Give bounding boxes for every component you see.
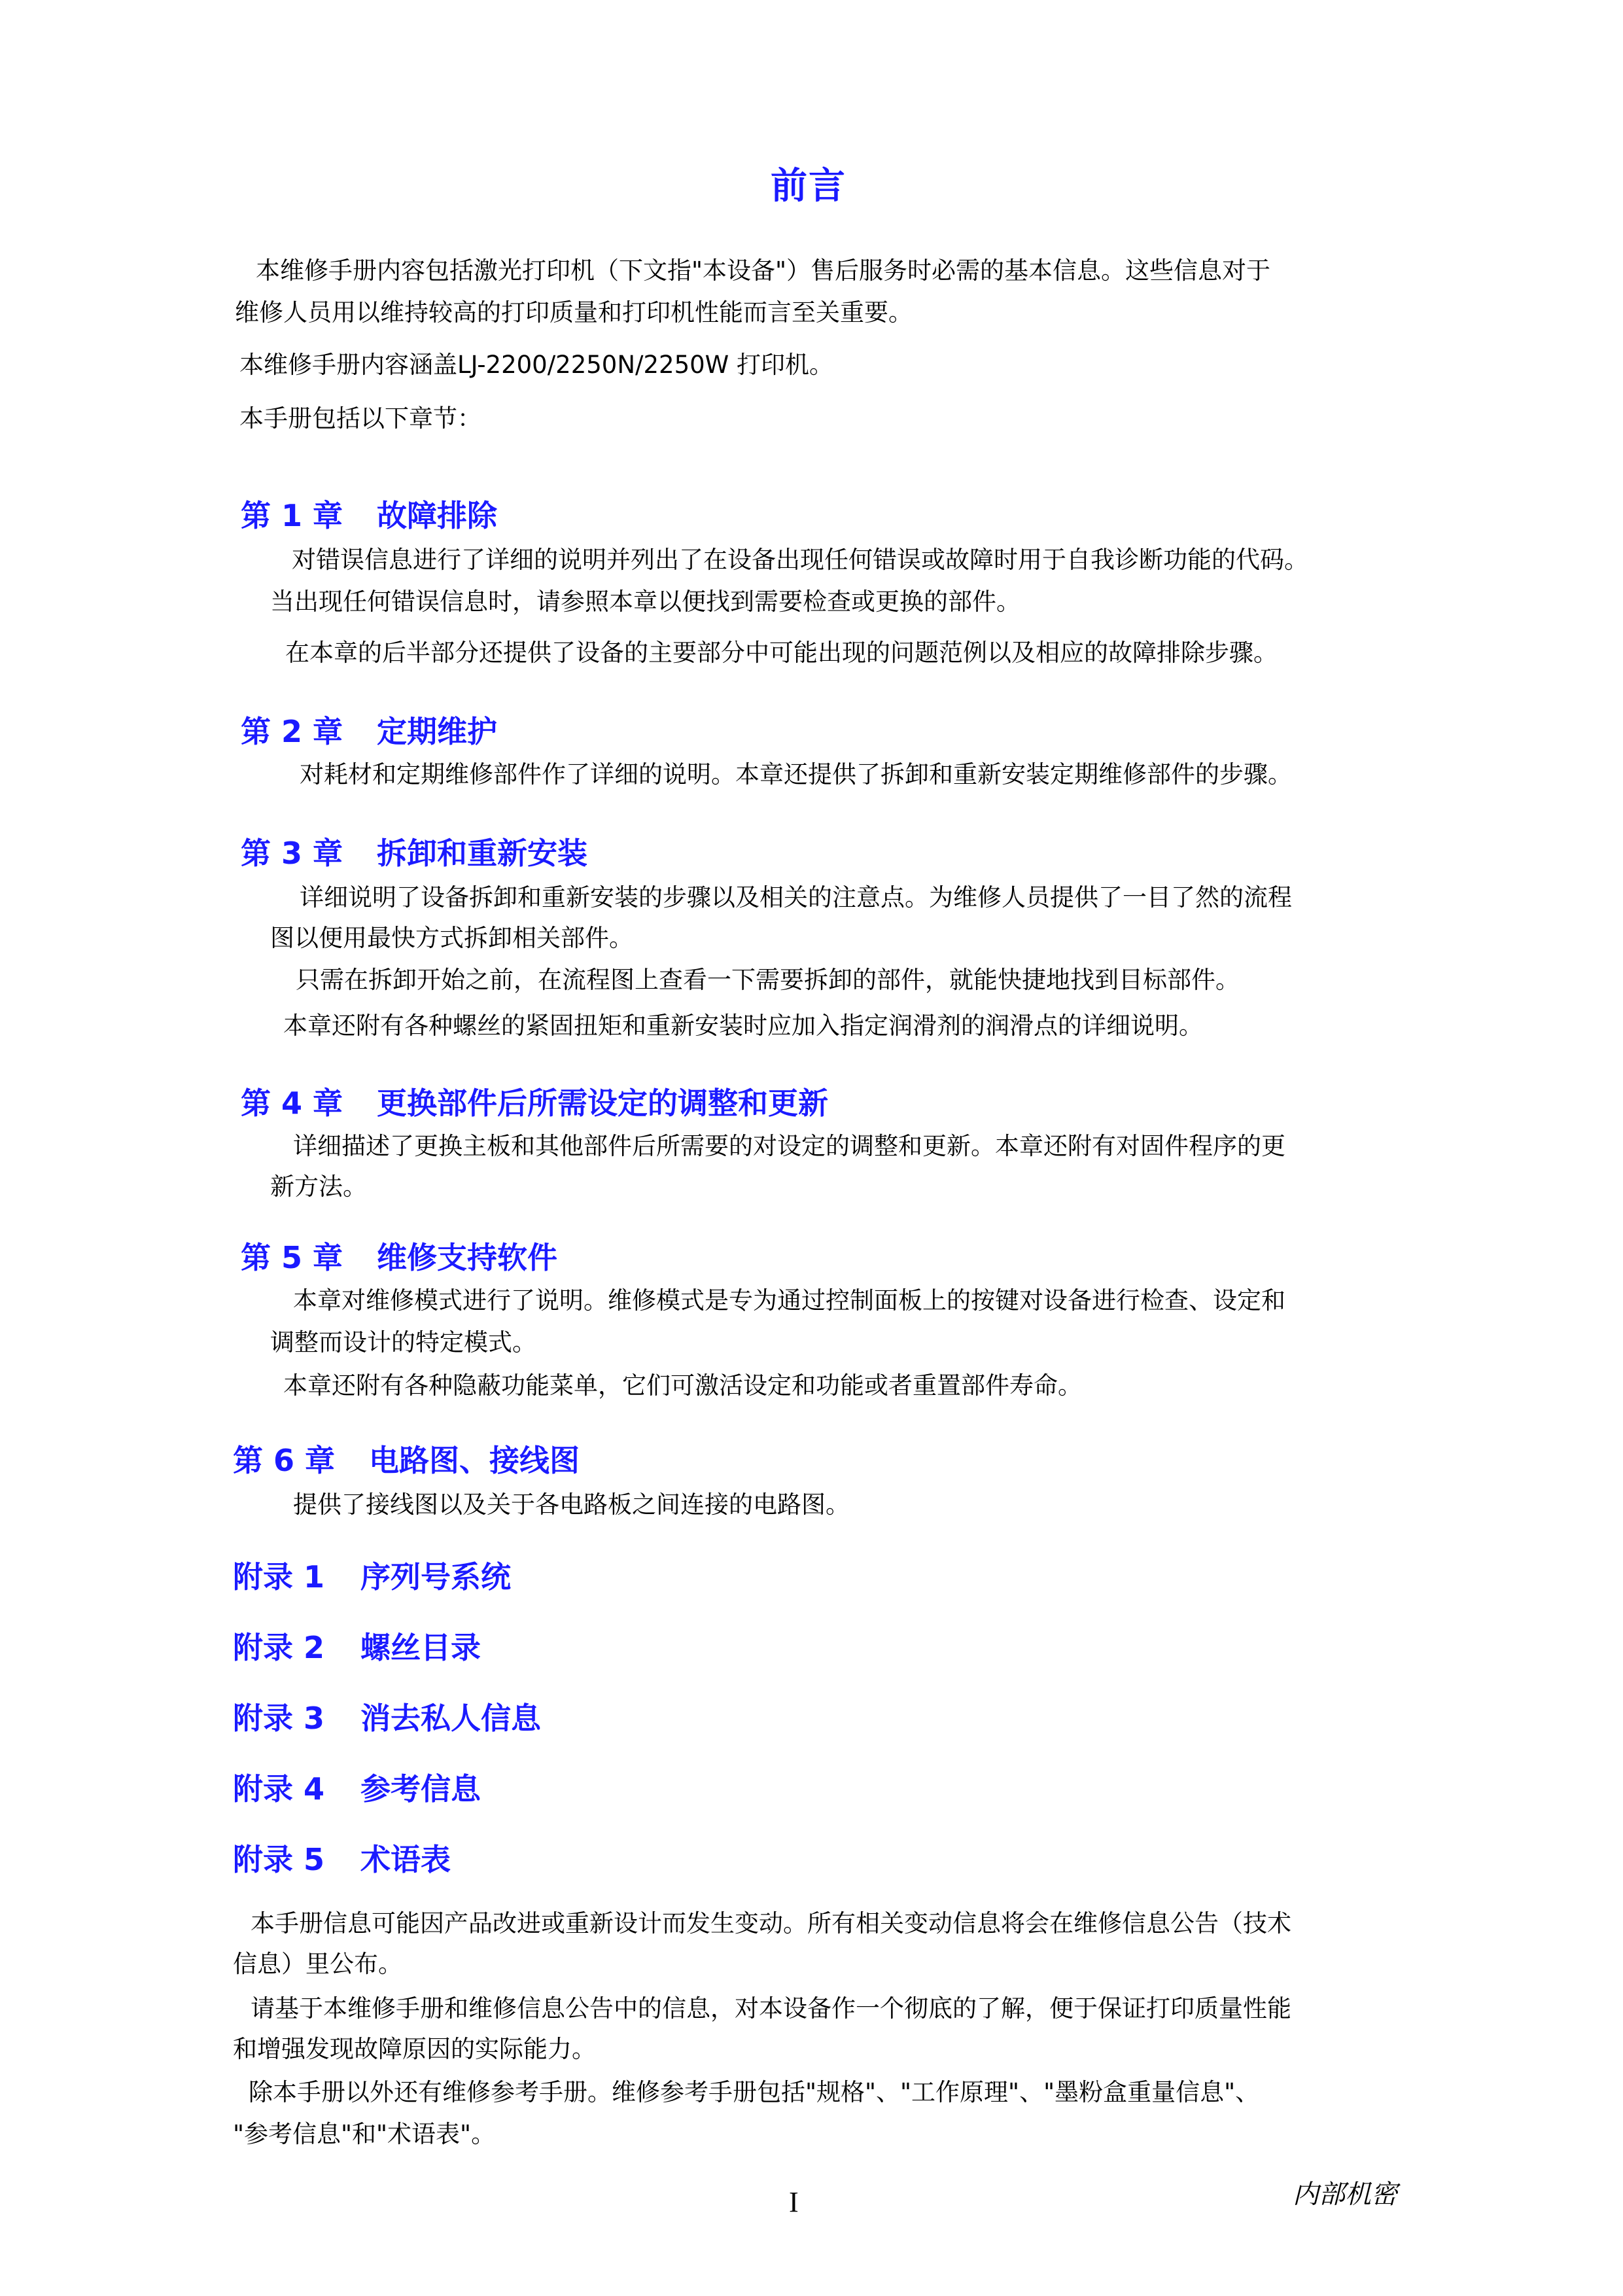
chapter-2-title: 定期维护 bbox=[377, 714, 497, 749]
closing-line-4: 和增强发现故障原因的实际能力。 bbox=[233, 2035, 596, 2063]
chapter-4-line-2: 新方法。 bbox=[270, 1173, 367, 1201]
page-number: I bbox=[789, 2186, 799, 2218]
appendix-3-title: 消去私人信息 bbox=[360, 1701, 541, 1736]
appendix-5-number: 附录 5 bbox=[233, 1842, 325, 1877]
chapter-3-heading bbox=[241, 830, 587, 873]
intro-line-4: 本手册包括以下章节： bbox=[239, 404, 481, 433]
chapter-4-number: 第 4 章 bbox=[241, 1086, 343, 1121]
appendix-4-heading bbox=[233, 1765, 481, 1809]
chapter-3-line-1: 详细说明了设备拆卸和重新安装的步骤以及相关的注意点。为维修人员提供了一目了然的流程 bbox=[300, 883, 1292, 911]
chapter-2-number: 第 2 章 bbox=[241, 714, 343, 749]
appendix-4-number: 附录 4 bbox=[233, 1771, 325, 1807]
chapter-2-heading bbox=[241, 708, 497, 751]
appendix-1-number: 附录 1 bbox=[233, 1559, 325, 1595]
chapter-4-line-1: 详细描述了更换主板和其他部件后所需要的对设定的调整和更新。本章还附有对固件程序的更 bbox=[293, 1132, 1285, 1160]
intro-line-3: 本维修手册内容涵盖LJ-2200/2250N/2250W 打印机。 bbox=[239, 351, 833, 379]
appendix-1-heading bbox=[233, 1553, 511, 1597]
chapter-6-number: 第 6 章 bbox=[233, 1443, 336, 1478]
chapter-5-line-1: 本章对维修模式进行了说明。维修模式是专为通过控制面板上的按键对设备进行检查、设定和 bbox=[293, 1286, 1285, 1315]
closing-line-1: 本手册信息可能因产品改进或重新设计而发生变动。所有相关变动信息将会在维修信息公告（技术 bbox=[251, 1909, 1291, 1937]
confidential-label: 内部机密 bbox=[1293, 2180, 1397, 2210]
chapter-1-heading bbox=[241, 492, 497, 535]
chapter-1-line-2: 当出现任何错误信息时，请参照本章以便找到需要检查或更换的部件。 bbox=[270, 588, 1021, 616]
appendix-5-title: 术语表 bbox=[360, 1842, 451, 1877]
chapter-5-title: 维修支持软件 bbox=[377, 1240, 557, 1275]
chapter-5-number: 第 5 章 bbox=[241, 1240, 343, 1275]
appendix-5-heading bbox=[233, 1836, 451, 1879]
chapter-5-line-3: 本章还附有各种隐蔽功能菜单，它们可激活设定和功能或者重置部件寿命。 bbox=[283, 1371, 1082, 1400]
closing-line-6: "参考信息"和"术语表"。 bbox=[233, 2120, 496, 2148]
appendix-2-title: 螺丝目录 bbox=[360, 1630, 481, 1665]
appendix-3-number: 附录 3 bbox=[233, 1701, 325, 1736]
chapter-3-line-2: 图以便用最快方式拆卸相关部件。 bbox=[270, 924, 633, 952]
appendix-3-heading bbox=[233, 1695, 541, 1738]
chapter-1-line-3: 在本章的后半部分还提供了设备的主要部分中可能出现的问题范例以及相应的故障排除步骤。 bbox=[285, 639, 1278, 667]
appendix-4-title: 参考信息 bbox=[360, 1771, 481, 1807]
appendix-1-title: 序列号系统 bbox=[360, 1559, 511, 1595]
closing-line-2: 信息）里公布。 bbox=[233, 1950, 402, 1978]
appendix-2-heading bbox=[233, 1624, 481, 1667]
closing-line-5: 除本手册以外还有维修参考手册。维修参考手册包括"规格"、"工作原理"、"墨粉盒重量信息"、 bbox=[249, 2078, 1260, 2106]
chapter-6-heading bbox=[233, 1437, 580, 1480]
chapter-3-line-4: 本章还附有各种螺丝的紧固扭矩和重新安装时应加入指定润滑剂的润滑点的详细说明。 bbox=[283, 1012, 1203, 1040]
chapter-2-line-1: 对耗材和定期维修部件作了详细的说明。本章还提供了拆卸和重新安装定期维修部件的步骤。 bbox=[300, 760, 1292, 788]
chapter-1-title: 故障排除 bbox=[377, 498, 497, 533]
chapter-4-title: 更换部件后所需设定的调整和更新 bbox=[377, 1086, 828, 1121]
chapter-6-line-1: 提供了接线图以及关于各电路板之间连接的电路图。 bbox=[293, 1491, 850, 1519]
intro-line-1: 本维修手册内容包括激光打印机（下文指"本设备"）售后服务时必需的基本信息。这些信息对于 bbox=[256, 256, 1271, 285]
chapter-5-line-2: 调整而设计的特定模式。 bbox=[270, 1328, 536, 1356]
closing-line-3: 请基于本维修手册和维修信息公告中的信息，对本设备作一个彻底的了解，便于保证打印质量性能 bbox=[251, 1994, 1291, 2022]
chapter-1-line-1: 对错误信息进行了详细的说明并列出了在设备出现任何错误或故障时用于自我诊断功能的代码。 bbox=[292, 546, 1308, 574]
chapter-3-title: 拆卸和重新安装 bbox=[377, 836, 587, 871]
chapter-1-number: 第 1 章 bbox=[241, 498, 343, 533]
intro-line-2: 维修人员用以维持较高的打印质量和打印机性能而言至关重要。 bbox=[235, 298, 913, 327]
chapter-4-heading bbox=[241, 1080, 828, 1123]
chapter-3-line-3: 只需在拆卸开始之前，在流程图上查看一下需要拆卸的部件，就能快捷地找到目标部件。 bbox=[296, 966, 1240, 994]
chapter-5-heading bbox=[241, 1234, 557, 1277]
chapter-3-number: 第 3 章 bbox=[241, 836, 343, 871]
page-title: 前言 bbox=[771, 165, 846, 207]
chapter-6-title: 电路图、接线图 bbox=[369, 1443, 580, 1478]
appendix-2-number: 附录 2 bbox=[233, 1630, 325, 1665]
